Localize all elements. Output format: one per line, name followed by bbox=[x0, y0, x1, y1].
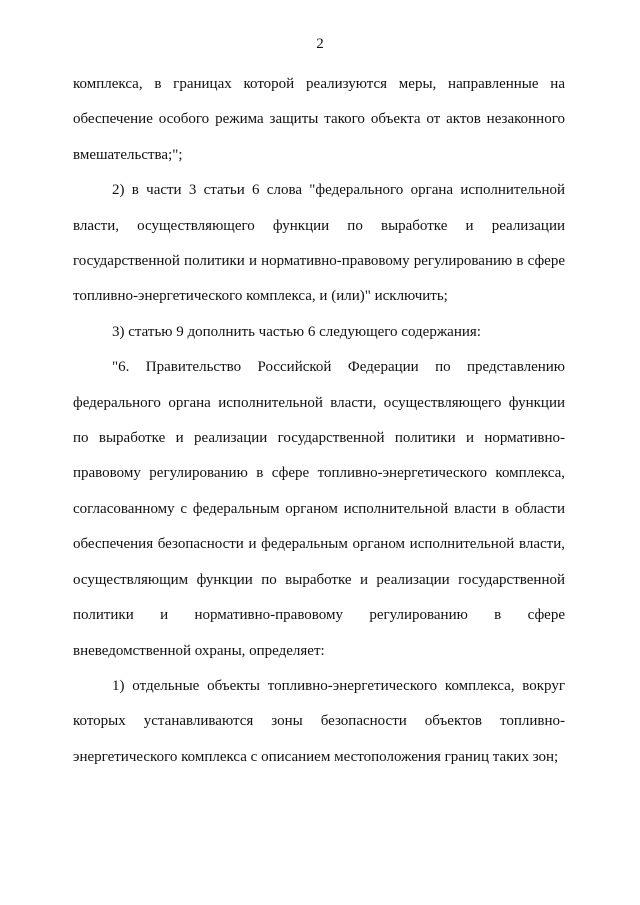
paragraph-item-2: 2) в части 3 статьи 6 слова "федерального органа исполнительной власти, осуществляющего функции по выработке и реализации государственной политики и нормативно-правовому регулированию в сфере топливно-энергетического комплекса, и (или)" исключить; bbox=[73, 182, 565, 305]
paragraph-item-3: 3) статью 9 дополнить частью 6 следующего содержания: bbox=[112, 323, 481, 340]
paragraph-subitem-1: 1) отдельные объекты топливно-энергетического комплекса, вокруг которых устанавливаются зоны безопасности объектов топливно-энергетического комплекса с описанием местоположения границ таких зон; bbox=[73, 677, 565, 765]
paragraph-continuation: комплекса, в границах которой реализуются меры, направленные на обеспечение особого режима защиты такого объекта от актов незаконного вмешательства;"; bbox=[73, 76, 565, 163]
page-number: 2 bbox=[316, 36, 324, 52]
document-body bbox=[73, 67, 565, 775]
paragraph-article-9-part-6: "6. Правительство Российской Федерации по представлению федерального органа исполнительной власти, осуществляющего функции по выработке и реализации государственной политики и нормативно-правовому регулированию в сфере топливно-энергетического комплекса, согласованному с федеральным органом исполнительной власти в области обеспечения безопасности и федеральным органом исполнительной власти, осуществляющим функции по выработке и реализации государственной политики и нормативно-правовому регулированию в сфере вневедомственной охраны, определяет: bbox=[73, 359, 565, 659]
